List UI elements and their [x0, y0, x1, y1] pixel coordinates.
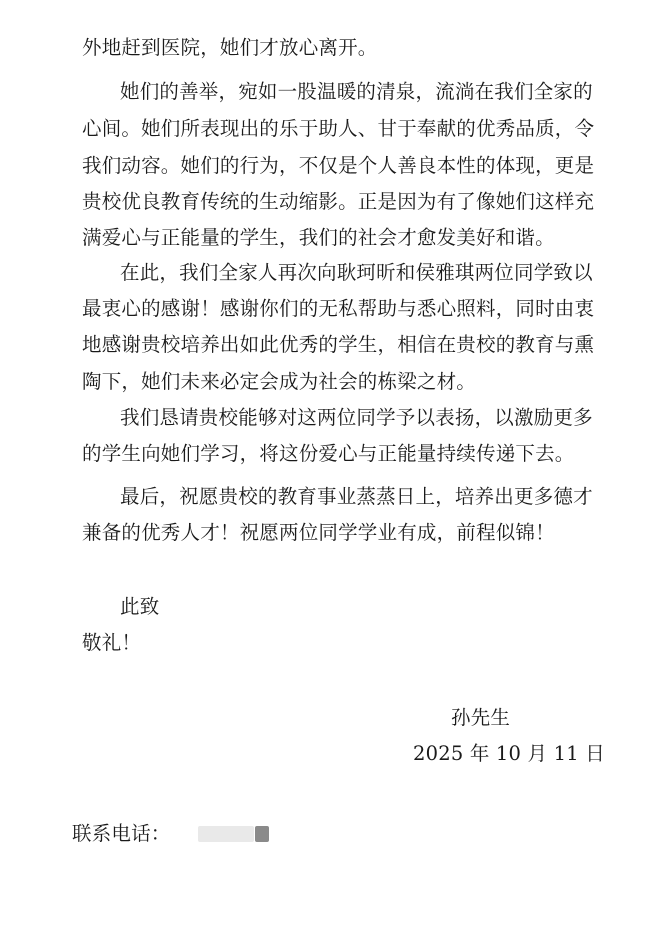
letter-line: 地感谢贵校培养出如此优秀的学生，相信在贵校的教育与熏	[82, 333, 595, 356]
letter-date: 2025 年 10 月 11 日	[413, 742, 605, 765]
letter-line: 心间。她们所表现出的乐于助人、甘于奉献的优秀品质，令	[82, 117, 595, 140]
letter-line: 的学生向她们学习，将这份爱心与正能量持续传递下去。	[82, 442, 575, 465]
letter-line: 兼备的优秀人才！祝愿两位同学学业有成，前程似锦！	[82, 521, 555, 544]
letter-line: 陶下，她们未来必定会成为社会的栋梁之材。	[82, 370, 477, 393]
closing-text: 此致	[120, 595, 160, 618]
contact-phone-label: 联系电话：	[72, 822, 171, 845]
letter-line: 她们的善举，宛如一股温暖的清泉，流淌在我们全家的	[120, 80, 593, 103]
salutation-text: 敬礼！	[82, 631, 142, 654]
letter-line: 贵校优良教育传统的生动缩影。正是因为有了像她们这样充	[82, 190, 595, 213]
letter-line: 最后，祝愿贵校的教育事业蒸蒸日上，培养出更多德才	[120, 485, 593, 508]
letter-line: 我们恳请贵校能够对这两位同学予以表扬，以激励更多	[120, 406, 593, 429]
letter-line: 满爱心与正能量的学生，我们的社会才愈发美好和谐。	[82, 226, 555, 249]
signature-name: 孙先生	[451, 706, 511, 729]
redacted-phone-number	[198, 826, 254, 842]
redaction-mark	[255, 826, 269, 842]
letter-line: 最衷心的感谢！感谢你们的无私帮助与悉心照料，同时由衷	[82, 297, 595, 320]
letter-line: 我们动容。她们的行为，不仅是个人善良本性的体现，更是	[82, 154, 595, 177]
letter-line: 在此，我们全家人再次向耿珂昕和侯雅琪两位同学致以	[120, 261, 593, 284]
letter-line: 外地赶到医院，她们才放心离开。	[82, 36, 378, 59]
